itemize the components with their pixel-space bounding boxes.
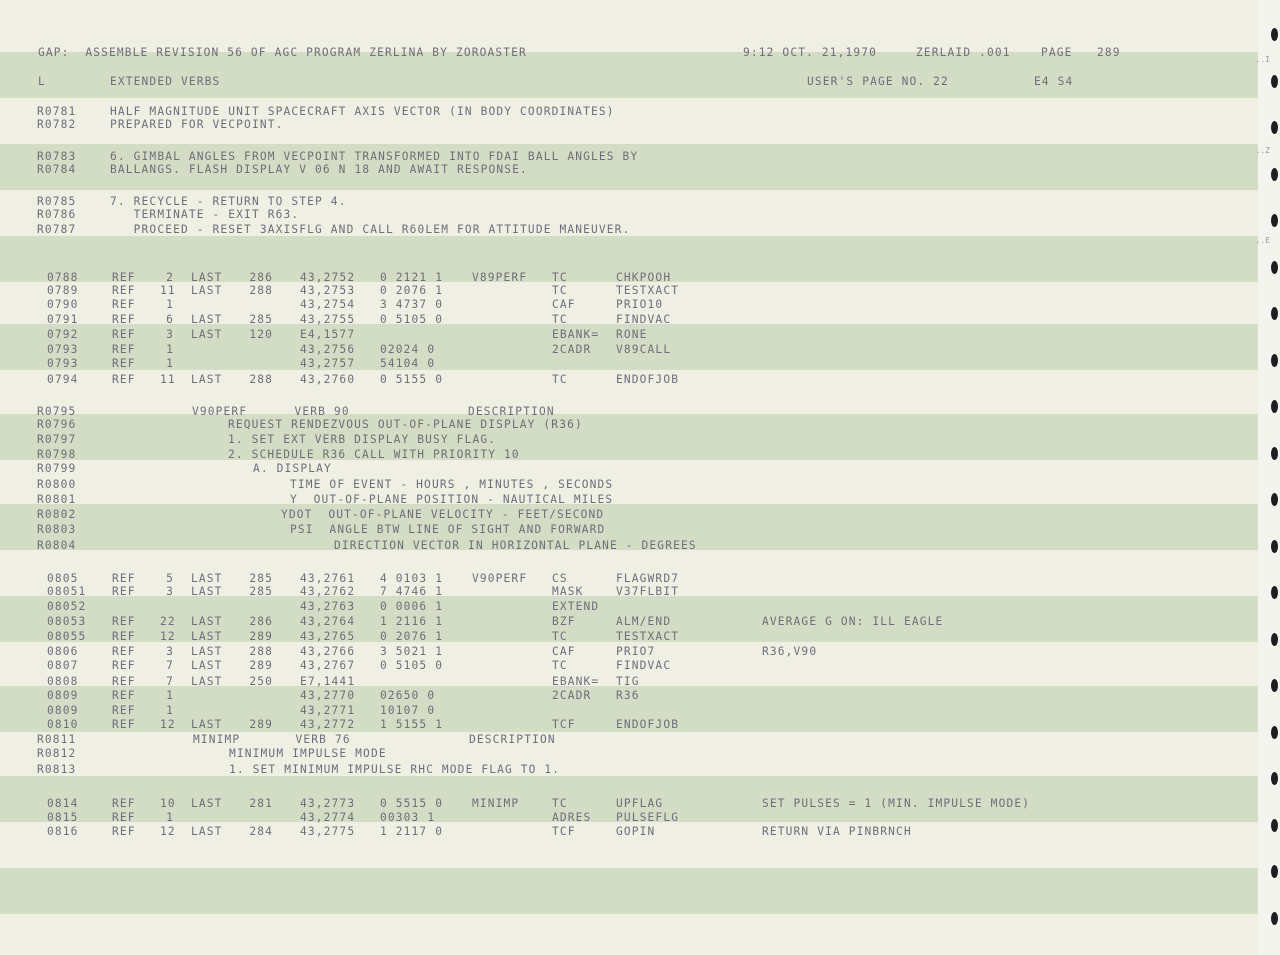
opcode: EXTEND	[552, 600, 600, 613]
ref-label: REF	[112, 797, 136, 810]
comment-line	[0, 208, 1262, 224]
line-number: 0793	[47, 343, 79, 356]
comment-text: REQUEST RENDEZVOUS OUT-OF-PLANE DISPLAY (R36)	[228, 418, 583, 431]
ref-count: 22	[160, 615, 176, 628]
record-number: R0800	[37, 478, 77, 491]
code-line	[0, 328, 1262, 344]
code-line	[0, 825, 1262, 841]
octal-word: 3 4737 0	[380, 298, 444, 311]
code-line	[0, 630, 1262, 646]
last-page: 250	[249, 675, 273, 688]
comment-text: MINIMP VERB 76 DESCRIPTION	[193, 733, 556, 746]
memory-address: 43,2755	[300, 313, 356, 326]
code-line	[0, 600, 1262, 616]
record-number: R0799	[37, 462, 77, 475]
comment-line	[0, 223, 1262, 239]
comment-text: DIRECTION VECTOR IN HORIZONTAL PLANE - DEGREES	[334, 539, 697, 552]
comment-text: MINIMUM IMPULSE MODE	[229, 747, 387, 760]
code-line	[0, 298, 1262, 314]
ref-label: REF	[112, 615, 136, 628]
line-number: 0794	[47, 373, 79, 386]
tractor-hole	[1271, 912, 1278, 925]
last-label: LAST	[191, 675, 223, 688]
memory-address: 43,2762	[300, 585, 356, 598]
ref-label: REF	[112, 271, 136, 284]
line-comment: AVERAGE G ON: ILL EAGLE	[762, 615, 944, 628]
comment-text: 6. GIMBAL ANGLES FROM VECPOINT TRANSFORMED INTO FDAI BALL ANGLES BY	[110, 150, 639, 163]
symbol-label: V90PERF	[472, 572, 528, 585]
ref-label: REF	[112, 659, 136, 672]
operand: TESTXACT	[616, 630, 680, 643]
last-label: LAST	[191, 313, 223, 326]
memory-address: 43,2760	[300, 373, 356, 386]
comment-text: PSI ANGLE BTW LINE OF SIGHT AND FORWARD	[290, 523, 606, 536]
tractor-hole	[1271, 726, 1278, 739]
opcode: ADRES	[552, 811, 592, 824]
line-number: 0792	[47, 328, 79, 341]
ref-label: REF	[112, 298, 136, 311]
comment-text: 7. RECYCLE - RETURN TO STEP 4.	[110, 195, 347, 208]
ref-label: REF	[112, 572, 136, 585]
octal-word: 10107 0	[380, 704, 436, 717]
memory-address: 43,2761	[300, 572, 356, 585]
memory-address: E7,1441	[300, 675, 356, 688]
tractor-hole	[1271, 679, 1278, 692]
opcode: 2CADR	[552, 343, 592, 356]
octal-word: 02024 0	[380, 343, 436, 356]
last-page: 289	[249, 659, 273, 672]
last-page: 285	[249, 572, 273, 585]
paper-band	[0, 868, 1258, 914]
ref-count: 11	[160, 284, 176, 297]
tractor-hole	[1271, 168, 1278, 181]
octal-word: 1 2117 0	[380, 825, 444, 838]
ref-count: 1	[166, 357, 174, 370]
comment-text: YDOT OUT-OF-PLANE VELOCITY - FEET/SECOND	[281, 508, 605, 521]
line-number: 0816	[47, 825, 79, 838]
memory-address: 43,2773	[300, 797, 356, 810]
octal-word: 1 2116 1	[380, 615, 444, 628]
record-number: R0785	[37, 195, 77, 208]
octal-word: 0 5105 0	[380, 659, 444, 672]
line-number: 0791	[47, 313, 79, 326]
comment-line	[0, 418, 1262, 434]
last-page: 288	[249, 373, 273, 386]
comment-line	[0, 462, 1262, 478]
ref-count: 12	[160, 718, 176, 731]
tractor-hole	[1271, 540, 1278, 553]
ref-count: 7	[166, 659, 174, 672]
ref-count: 6	[166, 313, 174, 326]
memory-address: 43,2772	[300, 718, 356, 731]
section-header	[0, 75, 1262, 91]
code-line	[0, 718, 1262, 734]
tractor-hole	[1271, 493, 1278, 506]
line-number: 0789	[47, 284, 79, 297]
opcode: TC	[552, 284, 568, 297]
last-label: LAST	[191, 585, 223, 598]
opcode: CAF	[552, 298, 576, 311]
last-page: 289	[249, 630, 273, 643]
ref-count: 1	[166, 343, 174, 356]
record-number: R0803	[37, 523, 77, 536]
last-label: LAST	[191, 645, 223, 658]
page-header	[0, 46, 1262, 62]
opcode: TC	[552, 271, 568, 284]
operand: PRIO7	[616, 645, 656, 658]
opcode: 2CADR	[552, 689, 592, 702]
symbol-label: MINIMP	[472, 797, 520, 810]
ref-count: 12	[160, 630, 176, 643]
memory-address: 43,2753	[300, 284, 356, 297]
record-number: R0804	[37, 539, 77, 552]
record-number: R0796	[37, 418, 77, 431]
comment-text: 1. SET MINIMUM IMPULSE RHC MODE FLAG TO 1.	[229, 763, 561, 776]
memory-address: 43,2775	[300, 825, 356, 838]
memory-address: 43,2767	[300, 659, 356, 672]
last-page: 281	[249, 797, 273, 810]
opcode: TC	[552, 373, 568, 386]
section-codes: E4 S4	[1034, 75, 1074, 88]
memory-address: 43,2752	[300, 271, 356, 284]
memory-address: 43,2764	[300, 615, 356, 628]
operand: GOPIN	[616, 825, 656, 838]
last-label: LAST	[191, 797, 223, 810]
tractor-hole	[1271, 28, 1278, 41]
last-page: 288	[249, 284, 273, 297]
operand: ENDOFJOB	[616, 373, 680, 386]
last-page: 285	[249, 313, 273, 326]
octal-word: 4 0103 1	[380, 572, 444, 585]
comment-line	[0, 747, 1262, 763]
line-number: 0810	[47, 718, 79, 731]
operand: UPFLAG	[616, 797, 664, 810]
last-label: LAST	[191, 630, 223, 643]
ref-label: REF	[112, 704, 136, 717]
line-number: 0808	[47, 675, 79, 688]
code-line	[0, 689, 1262, 705]
comment-line	[0, 493, 1262, 509]
ref-label: REF	[112, 645, 136, 658]
octal-word: 0 2076 1	[380, 630, 444, 643]
record-number: R0798	[37, 448, 77, 461]
comment-line	[0, 478, 1262, 494]
operand: PULSEFLG	[616, 811, 680, 824]
last-page: 284	[249, 825, 273, 838]
ref-label: REF	[112, 718, 136, 731]
operand: FINDVAC	[616, 659, 672, 672]
record-number: R0786	[37, 208, 77, 221]
ref-label: REF	[112, 328, 136, 341]
last-label: LAST	[191, 825, 223, 838]
tractor-hole	[1271, 633, 1278, 646]
ref-count: 2	[166, 271, 174, 284]
operand: PRIO10	[616, 298, 664, 311]
operand: ALM/END	[616, 615, 672, 628]
comment-line	[0, 523, 1262, 539]
last-label: LAST	[191, 271, 223, 284]
ref-count: 1	[166, 689, 174, 702]
line-comment: SET PULSES = 1 (MIN. IMPULSE MODE)	[762, 797, 1031, 810]
ref-label: REF	[112, 811, 136, 824]
record-number: R0813	[37, 763, 77, 776]
octal-word: 0 5515 0	[380, 797, 444, 810]
memory-address: E4,1577	[300, 328, 356, 341]
memory-address: 43,2754	[300, 298, 356, 311]
line-number: 08051	[47, 585, 87, 598]
ref-label: REF	[112, 343, 136, 356]
last-label: LAST	[191, 659, 223, 672]
memory-address: 43,2757	[300, 357, 356, 370]
tractor-hole	[1271, 121, 1278, 134]
comment-line	[0, 163, 1262, 179]
ref-label: REF	[112, 357, 136, 370]
octal-word: 0 5155 0	[380, 373, 444, 386]
opcode: TCF	[552, 825, 576, 838]
opcode: TC	[552, 313, 568, 326]
last-page: 286	[249, 271, 273, 284]
header-assembly: ZERLAID .001	[916, 46, 1011, 59]
ref-count: 3	[166, 645, 174, 658]
line-number: 0805	[47, 572, 79, 585]
line-number: 08052	[47, 600, 87, 613]
comment-line	[0, 508, 1262, 524]
last-page: 289	[249, 718, 273, 731]
line-number: 0809	[47, 704, 79, 717]
edge-mark: ..I	[1255, 55, 1270, 64]
octal-word: 3 5021 1	[380, 645, 444, 658]
last-label: LAST	[191, 718, 223, 731]
operand: TESTXACT	[616, 284, 680, 297]
line-number: 08055	[47, 630, 87, 643]
record-number: R0783	[37, 150, 77, 163]
ref-count: 3	[166, 585, 174, 598]
edge-mark: ..E	[1255, 236, 1270, 245]
record-number: R0787	[37, 223, 77, 236]
ref-count: 1	[166, 704, 174, 717]
ref-label: REF	[112, 689, 136, 702]
comment-text: Y OUT-OF-PLANE POSITION - NAUTICAL MILES	[290, 493, 614, 506]
tractor-hole	[1271, 772, 1278, 785]
header-page-label: PAGE	[1041, 46, 1073, 59]
comment-text: PROCEED - RESET 3AXISFLG AND CALL R60LEM FOR ATTITUDE MANEUVER.	[110, 223, 631, 236]
line-number: 0807	[47, 659, 79, 672]
ref-count: 11	[160, 373, 176, 386]
line-number: 0815	[47, 811, 79, 824]
last-page: 288	[249, 645, 273, 658]
record-number: R0781	[37, 105, 77, 118]
comment-line	[0, 433, 1262, 449]
symbol-label: V89PERF	[472, 271, 528, 284]
comment-line	[0, 763, 1262, 779]
memory-address: 43,2763	[300, 600, 356, 613]
comment-text: 2. SCHEDULE R36 CALL WITH PRIORITY 10	[228, 448, 520, 461]
ref-count: 1	[166, 298, 174, 311]
ref-label: REF	[112, 585, 136, 598]
header-title: GAP: ASSEMBLE REVISION 56 OF AGC PROGRAM ZERLINA BY ZOROASTER	[38, 46, 527, 59]
operand: TIG	[616, 675, 640, 688]
operand: FINDVAC	[616, 313, 672, 326]
comment-line	[0, 539, 1262, 555]
section-title: EXTENDED VERBS	[110, 75, 221, 88]
octal-word: 0 2121 1	[380, 271, 444, 284]
line-number: 08053	[47, 615, 87, 628]
operand: FLAGWRD7	[616, 572, 680, 585]
line-comment: R36,V90	[762, 645, 818, 658]
line-number: 0814	[47, 797, 79, 810]
operand: ENDOFJOB	[616, 718, 680, 731]
opcode: TC	[552, 630, 568, 643]
ref-count: 5	[166, 572, 174, 585]
ref-count: 10	[160, 797, 176, 810]
record-number: R0782	[37, 118, 77, 131]
comment-text: TERMINATE - EXIT R63.	[110, 208, 300, 221]
header-page-number: 289	[1097, 46, 1121, 59]
memory-address: 43,2774	[300, 811, 356, 824]
line-comment: RETURN VIA PINBRNCH	[762, 825, 912, 838]
ref-count: 12	[160, 825, 176, 838]
comment-text: TIME OF EVENT - HOURS , MINUTES , SECONDS	[290, 478, 614, 491]
last-label: LAST	[191, 284, 223, 297]
record-number: R0811	[37, 733, 77, 746]
last-page: 285	[249, 585, 273, 598]
comment-text: PREPARED FOR VECPOINT.	[110, 118, 284, 131]
memory-address: 43,2756	[300, 343, 356, 356]
operand: V37FLBIT	[616, 585, 680, 598]
memory-address: 43,2765	[300, 630, 356, 643]
tractor-hole	[1271, 261, 1278, 274]
opcode: TCF	[552, 718, 576, 731]
ref-label: REF	[112, 373, 136, 386]
ref-count: 3	[166, 328, 174, 341]
code-line	[0, 615, 1262, 631]
ref-label: REF	[112, 675, 136, 688]
opcode: EBANK=	[552, 328, 600, 341]
operand: RONE	[616, 328, 648, 341]
line-number: 0809	[47, 689, 79, 702]
octal-word: 0 0006 1	[380, 600, 444, 613]
octal-word: 54104 0	[380, 357, 436, 370]
line-number: 0806	[47, 645, 79, 658]
memory-address: 43,2771	[300, 704, 356, 717]
octal-word: 0 2076 1	[380, 284, 444, 297]
opcode: CAF	[552, 645, 576, 658]
last-page: 286	[249, 615, 273, 628]
record-number: R0802	[37, 508, 77, 521]
octal-word: 0 5105 0	[380, 313, 444, 326]
opcode: TC	[552, 659, 568, 672]
edge-mark: ..Z	[1255, 146, 1270, 155]
tractor-hole	[1271, 307, 1278, 320]
line-number: 0788	[47, 271, 79, 284]
tractor-hole	[1271, 354, 1278, 367]
comment-text: A. DISPLAY	[253, 462, 332, 475]
tractor-hole	[1271, 586, 1278, 599]
opcode: EBANK=	[552, 675, 600, 688]
opcode: BZF	[552, 615, 576, 628]
comment-text: BALLANGS. FLASH DISPLAY V 06 N 18 AND AWAIT RESPONSE.	[110, 163, 528, 176]
comment-line	[0, 118, 1262, 134]
last-label: LAST	[191, 615, 223, 628]
octal-word: 1 5155 1	[380, 718, 444, 731]
users-page-number: USER'S PAGE NO. 22	[807, 75, 949, 88]
memory-address: 43,2770	[300, 689, 356, 702]
ref-label: REF	[112, 825, 136, 838]
record-number: R0784	[37, 163, 77, 176]
last-label: LAST	[191, 328, 223, 341]
tractor-hole	[1271, 400, 1278, 413]
code-line	[0, 659, 1262, 675]
operand: V89CALL	[616, 343, 672, 356]
line-number: 0793	[47, 357, 79, 370]
type-marker: L	[38, 75, 46, 88]
code-line	[0, 313, 1262, 329]
memory-address: 43,2766	[300, 645, 356, 658]
last-label: LAST	[191, 373, 223, 386]
tractor-hole	[1271, 214, 1278, 227]
octal-word: 00303 1	[380, 811, 436, 824]
code-line	[0, 585, 1262, 601]
comment-text: 1. SET EXT VERB DISPLAY BUSY FLAG.	[228, 433, 497, 446]
code-line	[0, 373, 1262, 389]
record-number: R0801	[37, 493, 77, 506]
opcode: MASK	[552, 585, 584, 598]
ref-count: 7	[166, 675, 174, 688]
record-number: R0812	[37, 747, 77, 760]
line-number: 0790	[47, 298, 79, 311]
octal-word: 7 4746 1	[380, 585, 444, 598]
tractor-feed-edge	[1255, 0, 1280, 955]
ref-label: REF	[112, 284, 136, 297]
operand: CHKPOOH	[616, 271, 672, 284]
ref-count: 1	[166, 811, 174, 824]
tractor-hole	[1271, 75, 1278, 88]
tractor-hole	[1271, 865, 1278, 878]
ref-label: REF	[112, 313, 136, 326]
opcode: CS	[552, 572, 568, 585]
tractor-hole	[1271, 447, 1278, 460]
record-number: R0795	[37, 405, 77, 418]
last-label: LAST	[191, 572, 223, 585]
code-line	[0, 357, 1262, 373]
comment-text: HALF MAGNITUDE UNIT SPACECRAFT AXIS VECTOR (IN BODY COORDINATES)	[110, 105, 615, 118]
operand: R36	[616, 689, 640, 702]
record-number: R0797	[37, 433, 77, 446]
comment-text: V90PERF VERB 90 DESCRIPTION	[192, 405, 555, 418]
octal-word: 02650 0	[380, 689, 436, 702]
opcode: TC	[552, 797, 568, 810]
ref-label: REF	[112, 630, 136, 643]
header-timestamp: 9:12 OCT. 21,1970	[743, 46, 878, 59]
last-page: 120	[249, 328, 273, 341]
tractor-hole	[1271, 819, 1278, 832]
